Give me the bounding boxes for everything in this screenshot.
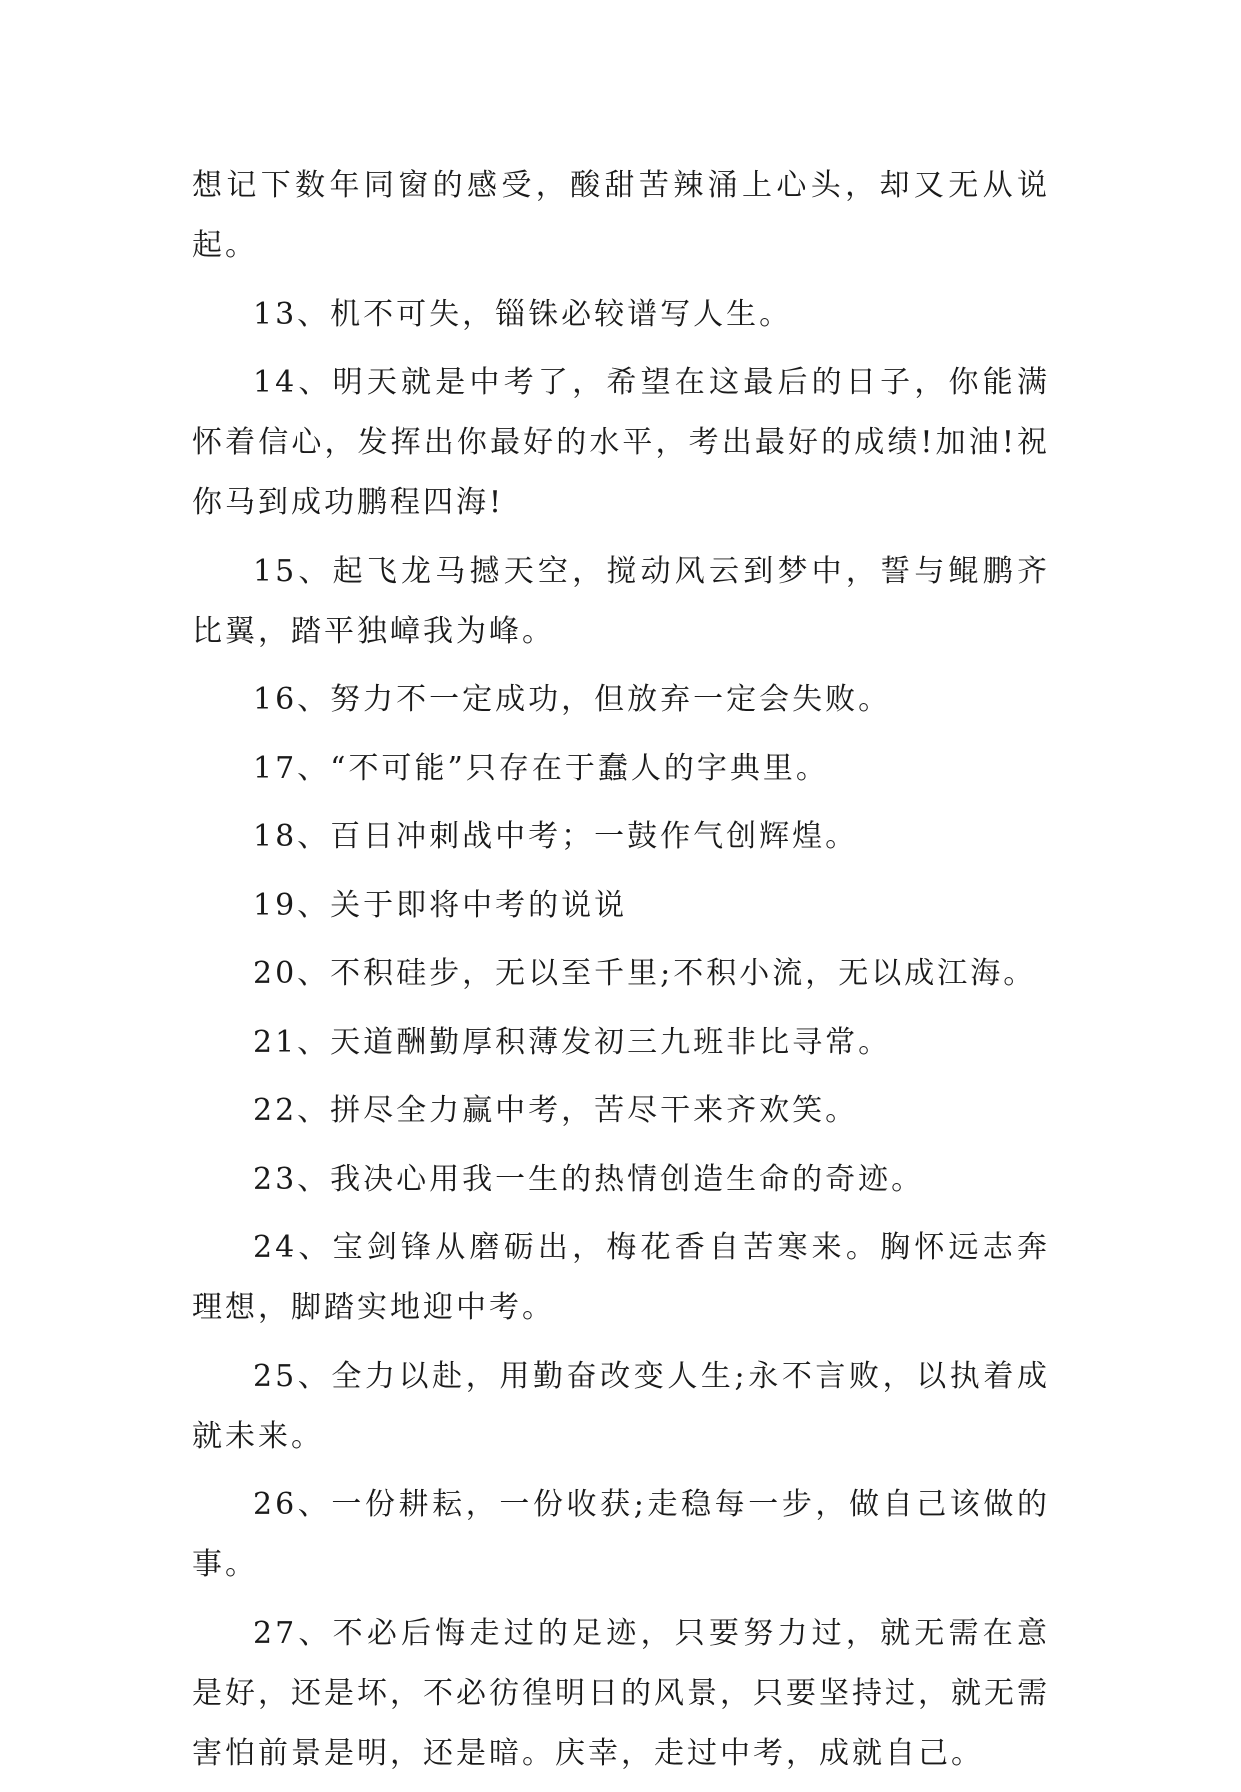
paragraph-14: 14、明天就是中考了，希望在这最后的日子，你能满怀着信心，发挥出你最好的水平，考出最好的成绩!加油!祝你马到成功鹏程四海! [192, 365, 1050, 520]
paragraph-24: 24、宝剑锋从磨砺出，梅花香自苦寒来。胸怀远志奔理想，脚踏实地迎中考。 [192, 1230, 1050, 1325]
paragraph-15: 15、起飞龙马撼天空，搅动风云到梦中，誓与鲲鹏齐比翼，踏平独嶂我为峰。 [192, 553, 1050, 649]
paragraph-17: 17、“不可能”只存在于蠢人的字典里。 [253, 750, 829, 786]
paragraph-23: 23、我决心用我一生的热情创造生命的奇迹。 [253, 1161, 925, 1197]
paragraph-19: 19、关于即将中考的说说 [253, 887, 628, 923]
paragraph-25: 25、全力以赴，用勤奋改变人生;永不言败，以执着成就未来。 [192, 1358, 1050, 1454]
paragraph-27: 27、不必后悔走过的足迹，只要努力过，就无需在意是好，还是坏，不必彷徨明日的风景，只要坚持过，就无需害怕前景是明，还是暗。庆幸，走过中考，成就自己。 [192, 1615, 1050, 1771]
paragraph-22: 22、拼尽全力赢中考，苦尽干来齐欢笑。 [253, 1093, 859, 1128]
paragraph-18: 18、百日冲刺战中考；一鼓作气创辉煌。 [253, 819, 859, 854]
paragraph-20: 20、不积硅步，无以至千里;不积小流，无以成江海。 [253, 956, 1037, 991]
paragraph-continuation: 想记下数年同窗的感受，酸甜苦辣涌上心头，却又无从说起。 [192, 168, 1050, 263]
paragraph-21: 21、天道酬勤厚积薄发初三九班非比寻常。 [253, 1024, 892, 1060]
paragraph-13: 13、机不可失，锱铢必较谱写人生。 [253, 296, 793, 332]
paragraph-26: 26、一份耕耘，一份收获;走稳每一步，做自己该做的事。 [192, 1487, 1050, 1582]
paragraph-16: 16、努力不一定成功，但放弃一定会失败。 [253, 682, 892, 717]
document-body [192, 156, 1050, 1792]
